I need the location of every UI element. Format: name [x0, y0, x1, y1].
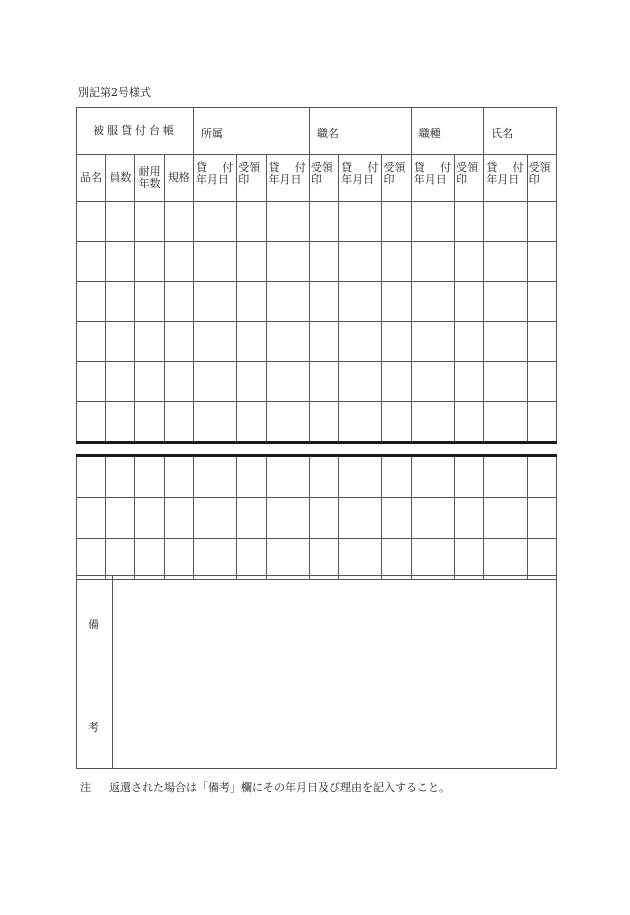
ledger-table-upper — [76, 107, 557, 444]
table-row — [77, 242, 557, 282]
col-lend-ymd: 年月日 — [341, 173, 375, 186]
affiliation-field[interactable]: 所属 — [193, 108, 309, 155]
ledger-title: 被服貸付台帳 — [77, 108, 194, 155]
col-receipt-seal — [455, 155, 484, 202]
col-lend-ymd: 年月日 — [413, 173, 447, 186]
remarks-label-bottom: 考 — [88, 721, 99, 734]
ledger-table-lower — [76, 454, 557, 580]
col-recv-l2: 印 — [528, 173, 540, 186]
col-recv-l2: 印 — [238, 173, 250, 186]
col-receipt-seal — [527, 155, 556, 202]
name-field[interactable]: 氏名 — [484, 108, 557, 155]
col-durable-years — [135, 155, 164, 202]
col-lend-date — [411, 155, 454, 202]
table-row — [77, 498, 557, 539]
col-lend-a: 貸 — [413, 161, 425, 174]
footnote-mark: 注 — [80, 781, 91, 794]
table-row — [77, 402, 557, 443]
table-row — [77, 456, 557, 498]
col-recv-l1: 受領 — [310, 161, 333, 174]
table-row — [77, 539, 557, 580]
col-lend-b: 付 — [222, 161, 234, 174]
col-lend-b: 付 — [512, 161, 524, 174]
col-receipt-seal — [309, 155, 338, 202]
col-recv-l1: 受領 — [528, 161, 551, 174]
col-lend-b: 付 — [440, 161, 452, 174]
col-durable-years-l2: 年数 — [138, 177, 161, 190]
job-type-field[interactable]: 職種 — [411, 108, 484, 155]
col-spec: 規格 — [164, 155, 193, 202]
remarks-label-column — [77, 576, 113, 768]
col-lend-a: 貸 — [486, 161, 498, 174]
col-lend-date — [484, 155, 527, 202]
col-item-name: 品名 — [77, 155, 106, 202]
col-lend-a: 貸 — [341, 161, 353, 174]
col-recv-l1: 受領 — [383, 161, 406, 174]
form-number: 別記第2号様式 — [78, 86, 151, 99]
footnote — [80, 779, 450, 795]
col-recv-l1: 受領 — [238, 161, 261, 174]
col-lend-ymd: 年月日 — [486, 173, 520, 186]
col-lend-ymd: 年月日 — [195, 173, 229, 186]
col-durable-years-l1: 耐用 — [138, 165, 161, 178]
col-lend-date — [339, 155, 382, 202]
col-recv-l1: 受領 — [456, 161, 479, 174]
col-lend-ymd: 年月日 — [268, 173, 302, 186]
job-title-field[interactable]: 職名 — [309, 108, 411, 155]
col-lend-date — [266, 155, 309, 202]
table-row — [77, 362, 557, 402]
col-receipt-seal — [382, 155, 411, 202]
col-receipt-seal — [237, 155, 266, 202]
col-recv-l2: 印 — [383, 173, 395, 186]
col-recv-l2: 印 — [456, 173, 468, 186]
col-lend-b: 付 — [294, 161, 306, 174]
col-lend-b: 付 — [367, 161, 379, 174]
col-recv-l2: 印 — [310, 173, 322, 186]
footnote-text: 返還された場合は「備考」欄にその年月日及び理由を記入すること。 — [109, 781, 450, 794]
col-quantity: 員数 — [106, 155, 135, 202]
table-row — [77, 322, 557, 362]
col-lend-a: 貸 — [268, 161, 280, 174]
column-header-row — [77, 155, 557, 202]
col-lend-date — [193, 155, 236, 202]
col-lend-a: 貸 — [195, 161, 207, 174]
table-row — [77, 282, 557, 322]
remarks-box — [76, 575, 557, 769]
table-row — [77, 202, 557, 242]
remarks-label-top: 備 — [88, 618, 99, 631]
